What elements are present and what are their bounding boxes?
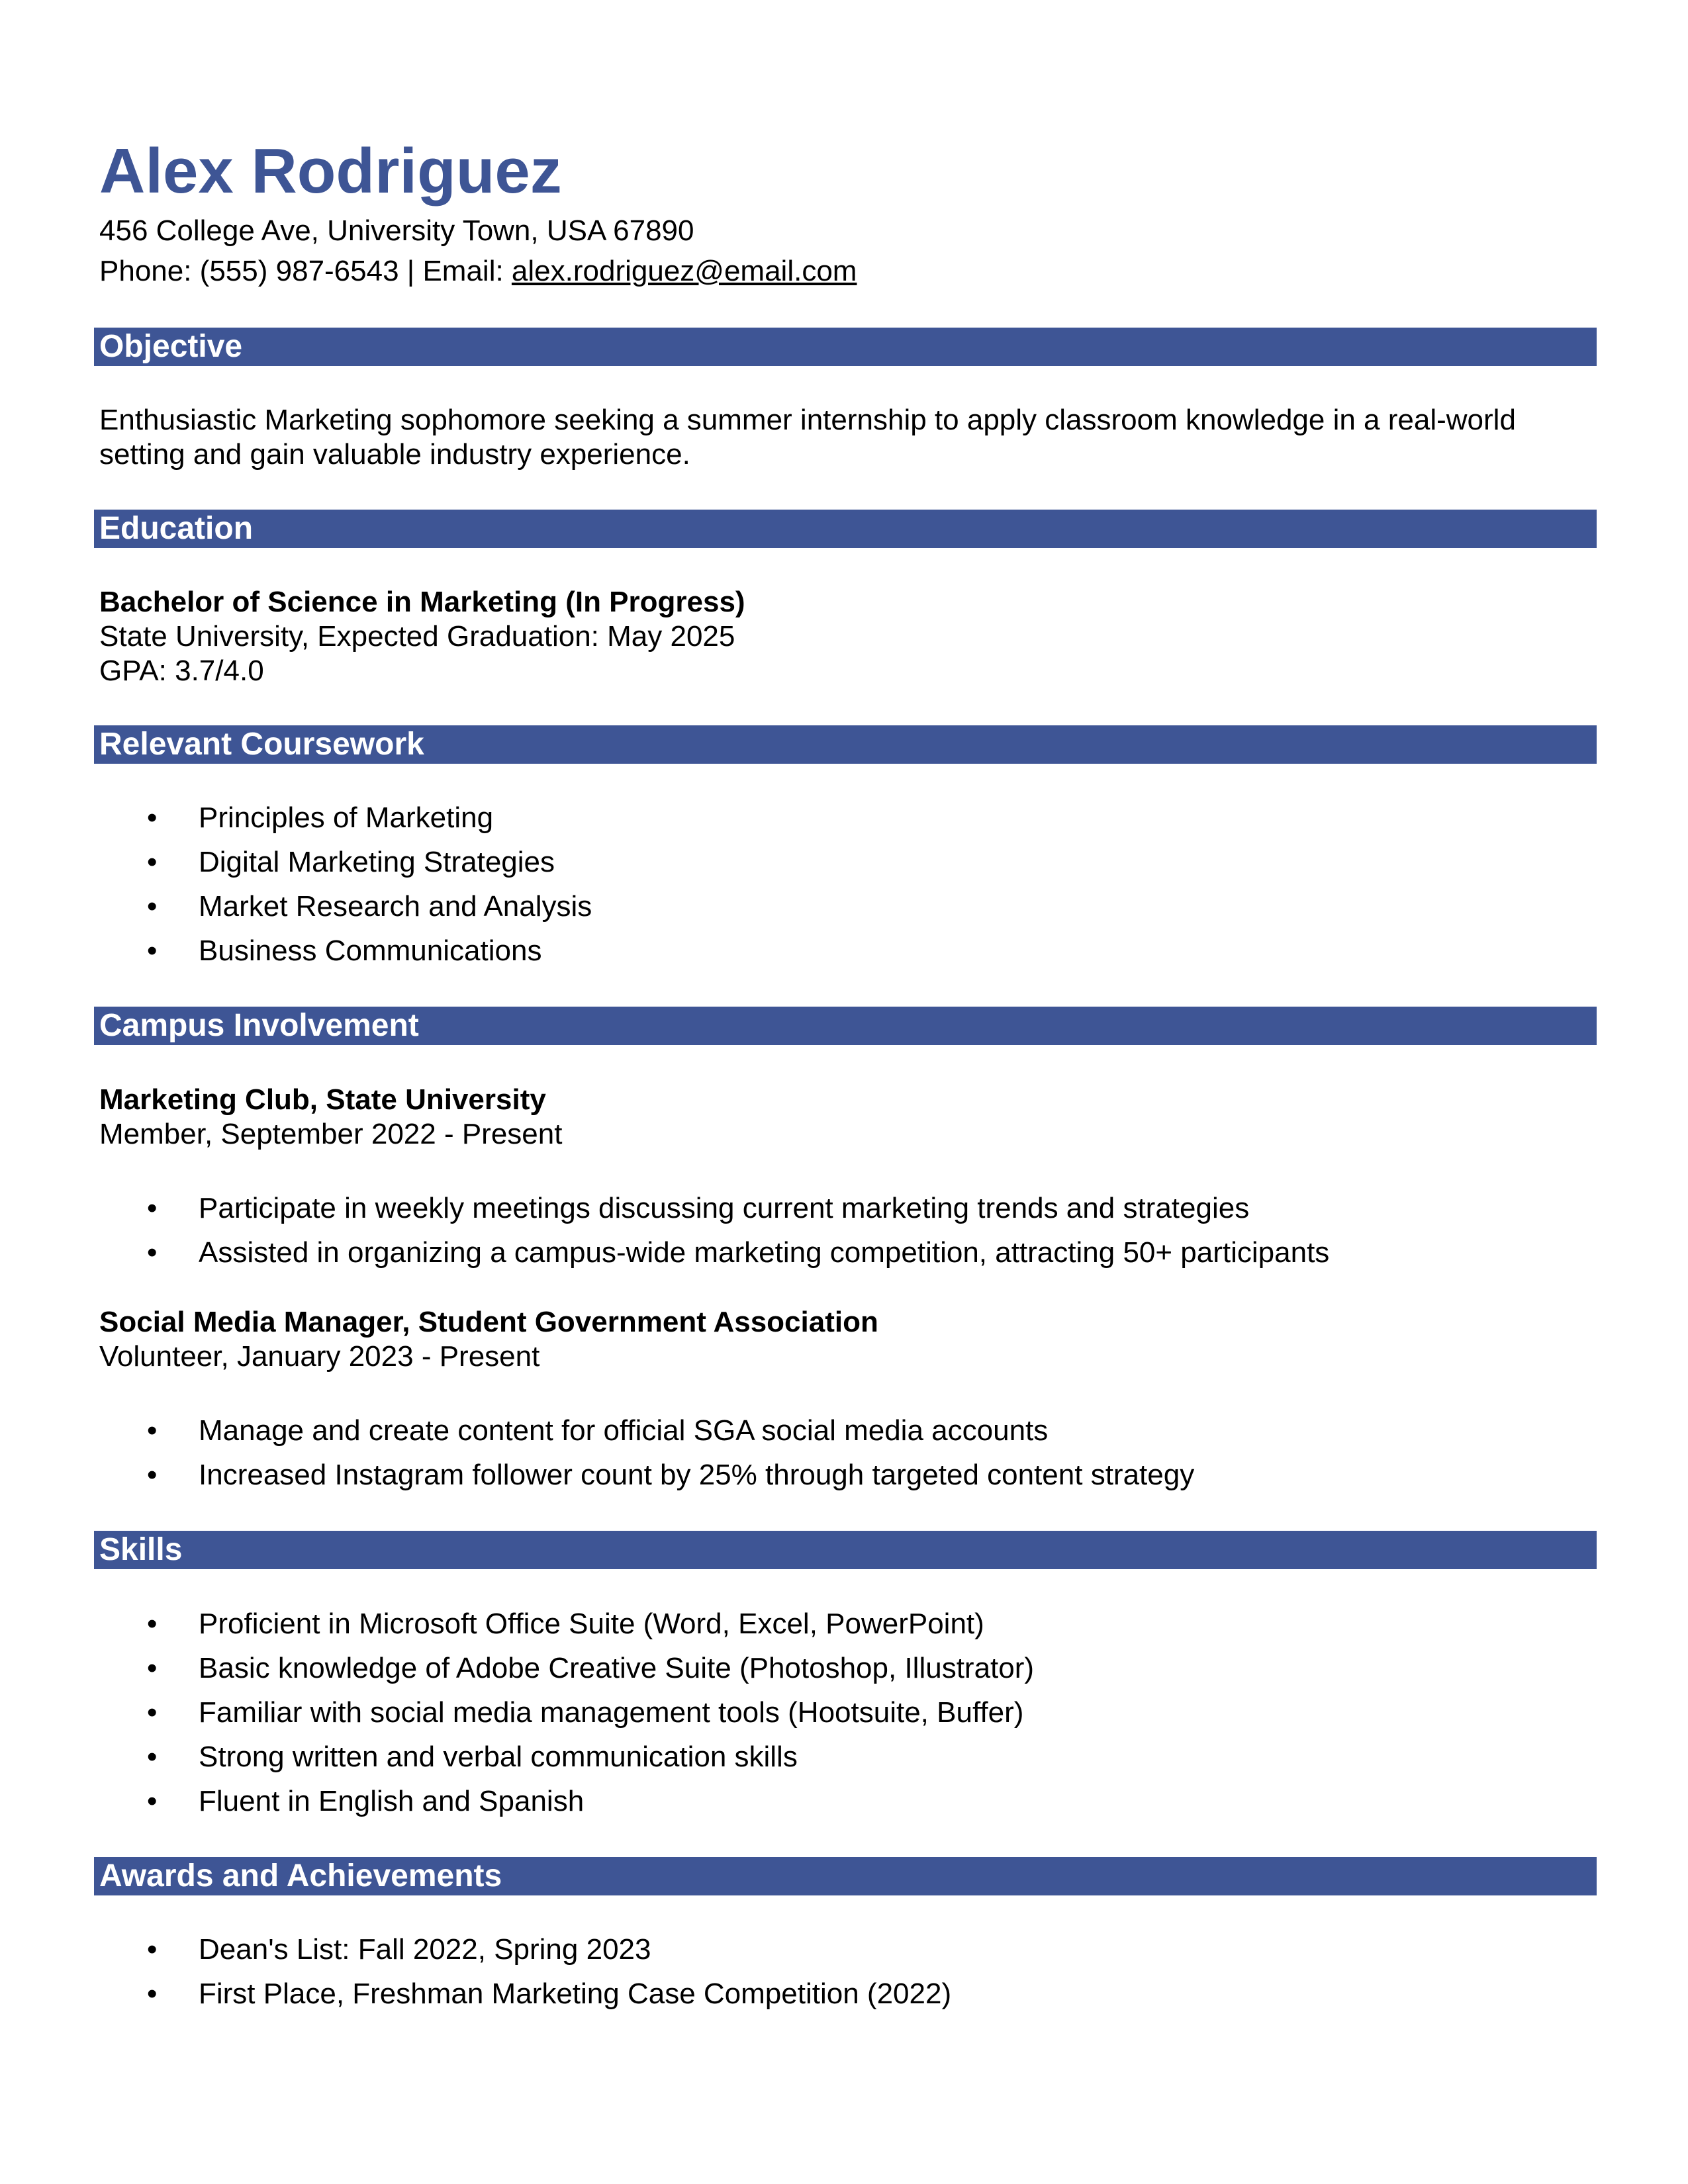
list-item: Business Communications xyxy=(199,934,542,967)
candidate-name: Alex Rodriguez xyxy=(99,136,562,206)
bullet-marker: • xyxy=(147,801,158,834)
gpa-line: GPA: 3.7/4.0 xyxy=(99,655,264,687)
section-heading-coursework: Relevant Coursework xyxy=(94,725,1597,764)
contact-line xyxy=(99,254,857,289)
bullet-marker: • xyxy=(147,1978,158,2010)
bullet-marker: • xyxy=(147,934,158,967)
list-item: Basic knowledge of Adobe Creative Suite (Photoshop, Illustrator) xyxy=(199,1652,1035,1684)
degree-title: Bachelor of Science in Marketing (In Progress) xyxy=(99,586,745,618)
email-link[interactable]: alex.rodriguez@email.com xyxy=(511,255,857,287)
list-item: Strong written and verbal communication skills xyxy=(199,1741,798,1773)
bullet-marker: • xyxy=(147,1236,158,1269)
section-heading-skills: Skills xyxy=(94,1531,1597,1569)
involvement-subtitle: Member, September 2022 - Present xyxy=(99,1118,563,1150)
address-line: 456 College Ave, University Town, USA 67890 xyxy=(99,214,694,247)
list-item: Participate in weekly meetings discussing current marketing trends and strategies xyxy=(199,1192,1250,1224)
bullet-marker: • xyxy=(147,1608,158,1640)
list-item: Market Research and Analysis xyxy=(199,890,592,923)
list-item: Manage and create content for official SGA social media accounts xyxy=(199,1414,1049,1447)
section-heading-involvement: Campus Involvement xyxy=(94,1007,1597,1045)
list-item: First Place, Freshman Marketing Case Competition (2022) xyxy=(199,1978,952,2010)
section-heading-education: Education xyxy=(94,510,1597,548)
bullet-marker: • xyxy=(147,890,158,923)
involvement-title: Marketing Club, State University xyxy=(99,1083,546,1116)
list-item: Proficient in Microsoft Office Suite (Word, Excel, PowerPoint) xyxy=(199,1608,984,1640)
involvement-title: Social Media Manager, Student Government Association xyxy=(99,1306,878,1338)
list-item: Familiar with social media management tools (Hootsuite, Buffer) xyxy=(199,1696,1024,1729)
section-heading-awards: Awards and Achievements xyxy=(94,1857,1597,1895)
bullet-marker: • xyxy=(147,1696,158,1729)
list-item: Assisted in organizing a campus-wide marketing competition, attracting 50+ participants xyxy=(199,1236,1330,1269)
list-item: Increased Instagram follower count by 25% through targeted content strategy xyxy=(199,1459,1195,1491)
bullet-marker: • xyxy=(147,1741,158,1773)
school-line: State University, Expected Graduation: May 2025 xyxy=(99,620,735,653)
involvement-subtitle: Volunteer, January 2023 - Present xyxy=(99,1340,540,1373)
bullet-marker: • xyxy=(147,1785,158,1817)
list-item: Fluent in English and Spanish xyxy=(199,1785,585,1817)
bullet-marker: • xyxy=(147,1192,158,1224)
list-item: Digital Marketing Strategies xyxy=(199,846,555,878)
section-heading-objective: Objective xyxy=(94,328,1597,366)
bullet-marker: • xyxy=(147,1459,158,1491)
list-item: Principles of Marketing xyxy=(199,801,494,834)
bullet-marker: • xyxy=(147,846,158,878)
objective-text: Enthusiastic Marketing sophomore seeking a summer internship to apply classroom knowledge in a real-world setting and gain valuable industry experience. xyxy=(99,404,1516,471)
list-item: Dean's List: Fall 2022, Spring 2023 xyxy=(199,1933,651,1966)
phone-text: Phone: (555) 987-6543 | Email: xyxy=(99,255,512,287)
bullet-marker: • xyxy=(147,1652,158,1684)
bullet-marker: • xyxy=(147,1414,158,1447)
bullet-marker: • xyxy=(147,1933,158,1966)
